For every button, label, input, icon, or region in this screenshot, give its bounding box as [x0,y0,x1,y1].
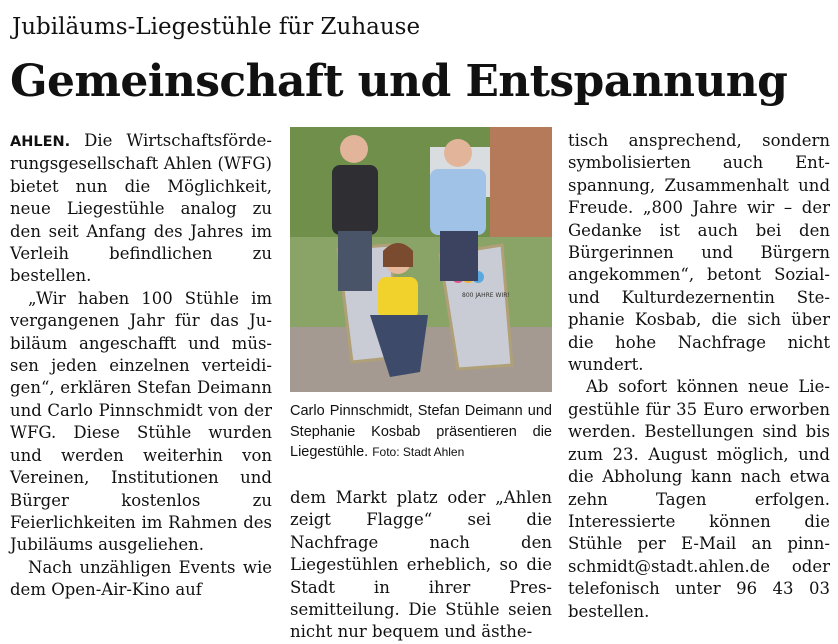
building [490,127,552,237]
person-center-top [378,277,418,319]
article-photo [290,127,552,392]
paragraph-text: Die Wirtschaftsförderungsgesellschaft Ahlen (WFG) bietet nun die Möglichkeit, neue Liegestühle analog zu den seit Anfang des Jahres im Verleih befindlichen zu bestellen. [10,131,272,286]
person-right-head [444,139,472,167]
person-right-trousers [440,231,478,281]
dateline: AHLEN. [10,134,71,150]
person-right-shirt [430,169,486,235]
photo-credit: Foto: Stadt Ahlen [372,445,465,459]
person-left-shirt [332,165,378,235]
paragraph: dem Markt platz oder „Ahlen zeigt Flagge“ sei die Nachfrage nach den Liegestühlen erheblich, so die Stadt in ihrer Pressemitteilung. Die Stühle seien nicht nur bequem und ästhe- [290,488,552,642]
paragraph: Ab sofort können neue Liegestühle für 35 Euro erworben werden. Bestellungen sind bis zum 23. August möglich, und die Abholung kann nach etwa zehn Tagen erfolgen. Interessierte können die Stühle per E-Mail an pinnschmidt@stadt.ahlen.de oder telefonisch unter 96 43 03 bestellen. [568,377,830,621]
person-left-jeans [338,231,372,291]
column-1 [10,130,272,602]
person-left-head [340,135,368,163]
caption-text: Carlo Pinnschmidt, Stefan Deimann und Stephanie Kosbab präsentieren die Liegestühle. [290,403,552,460]
paragraph: „Wir haben 100 Stühle im vergangenen Jahr für das Jubiläum angeschafft und müssen jeden einzelnen verteidigen“, erklären Stefan Deimann und Carlo Pinnschmidt von der WFG. Diese Stühle wurden und werden weiterhin von Vereinen, Institutionen und Bürger kostenlos zu Feierlichkeiten im Rahmen des Jubiläums ausgeliehen. [10,288,272,555]
photo-illustration [290,127,552,392]
kicker: Jubiläums-Liegestühle für Zuhause [12,14,421,40]
headline: Gemeinschaft und Entspannung [10,56,788,107]
paragraph: tisch ansprechend, sondern symbolisierten auch Entspannung, Zusammenhalt und Freude. „800 Jahre wir – der Gedanke ist auch bei den Bürgerinnen und Bürgern angekommen“, betont Sozial- und Kulturdezernentin Stephanie Kosbab, die sich über die hohe Nachfrage nicht wundert. [568,131,830,375]
reeds [290,237,552,327]
column-2 [290,487,552,644]
chair-logo-text: 800 JAHRE WIR! [462,292,510,299]
paragraph [10,130,272,288]
paragraph: Nach unzähligen Events wie dem Open-Air-Kino auf [10,557,272,600]
column-3 [568,130,830,623]
photo-caption [290,401,552,463]
